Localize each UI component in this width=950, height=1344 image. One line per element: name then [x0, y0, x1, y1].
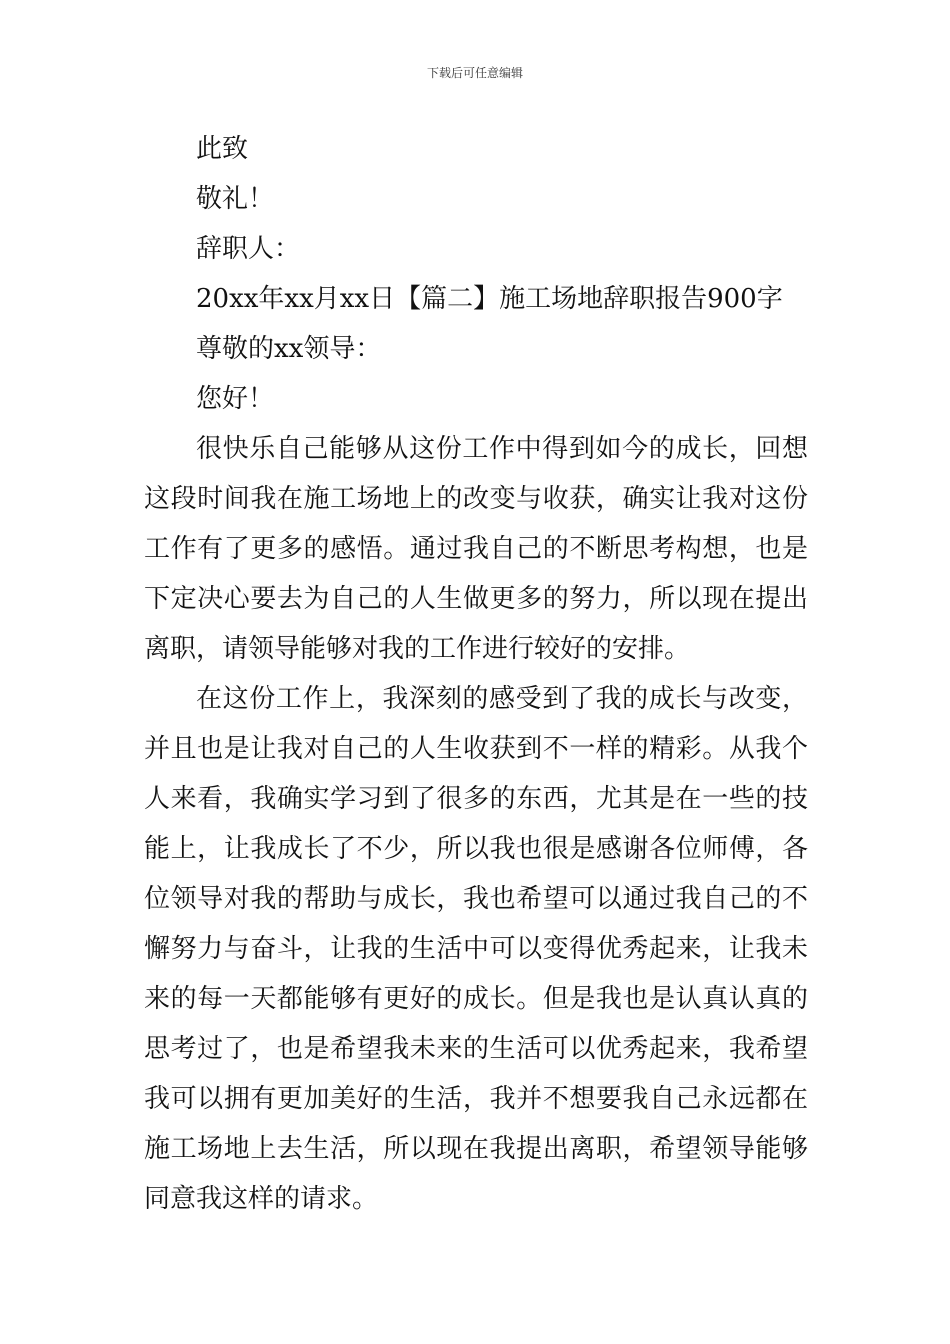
salutation-line: 尊敬的xx领导：: [196, 334, 382, 364]
body-paragraph-2: 在这份工作上，我深刻的感受到了我的成长与改变，并且也是让我对自己的人生收获到不一样的精彩。从我个人来看，我确实学习到了很多的东西，尤其是在一些的技能上，让我成长了不少，所以我也很是感谢各位师傅，各位领导对我的帮助与成长，我也希望可以通过我自己的不懈努力与奋斗，让我的生活中可以变得优秀起来，让我未来的每一天都能够有更好的成长。但是我也是认真认真的思考过了，也是希望我未来的生活可以优秀起来，我希望我可以拥有更加美好的生活，我并不想要我自己永远都在施工场地上去生活，所以现在我提出离职，希望领导能够同意我这样的请求。: [144, 684, 808, 1214]
greeting-line: 您好！: [196, 384, 275, 414]
document-body: [144, 124, 808, 1224]
closing-line: 此致: [196, 134, 249, 164]
date-title-line: 20xx年xx月xx日【篇二】施工场地辞职报告900字: [196, 284, 783, 314]
body-paragraph-1: 很快乐自己能够从这份工作中得到如今的成长，回想这段时间我在施工场地上的改变与收获，确实让我对这份工作有了更多的感悟。通过我自己的不断思考构想，也是下定决心要去为自己的人生做更多的努力，所以现在提出离职，请领导能够对我的工作进行较好的安排。: [144, 434, 808, 664]
header-note: 下载后可任意编辑: [426, 66, 523, 80]
regards-line: 敬礼！: [196, 184, 275, 214]
signer-line: 辞职人：: [196, 234, 301, 264]
